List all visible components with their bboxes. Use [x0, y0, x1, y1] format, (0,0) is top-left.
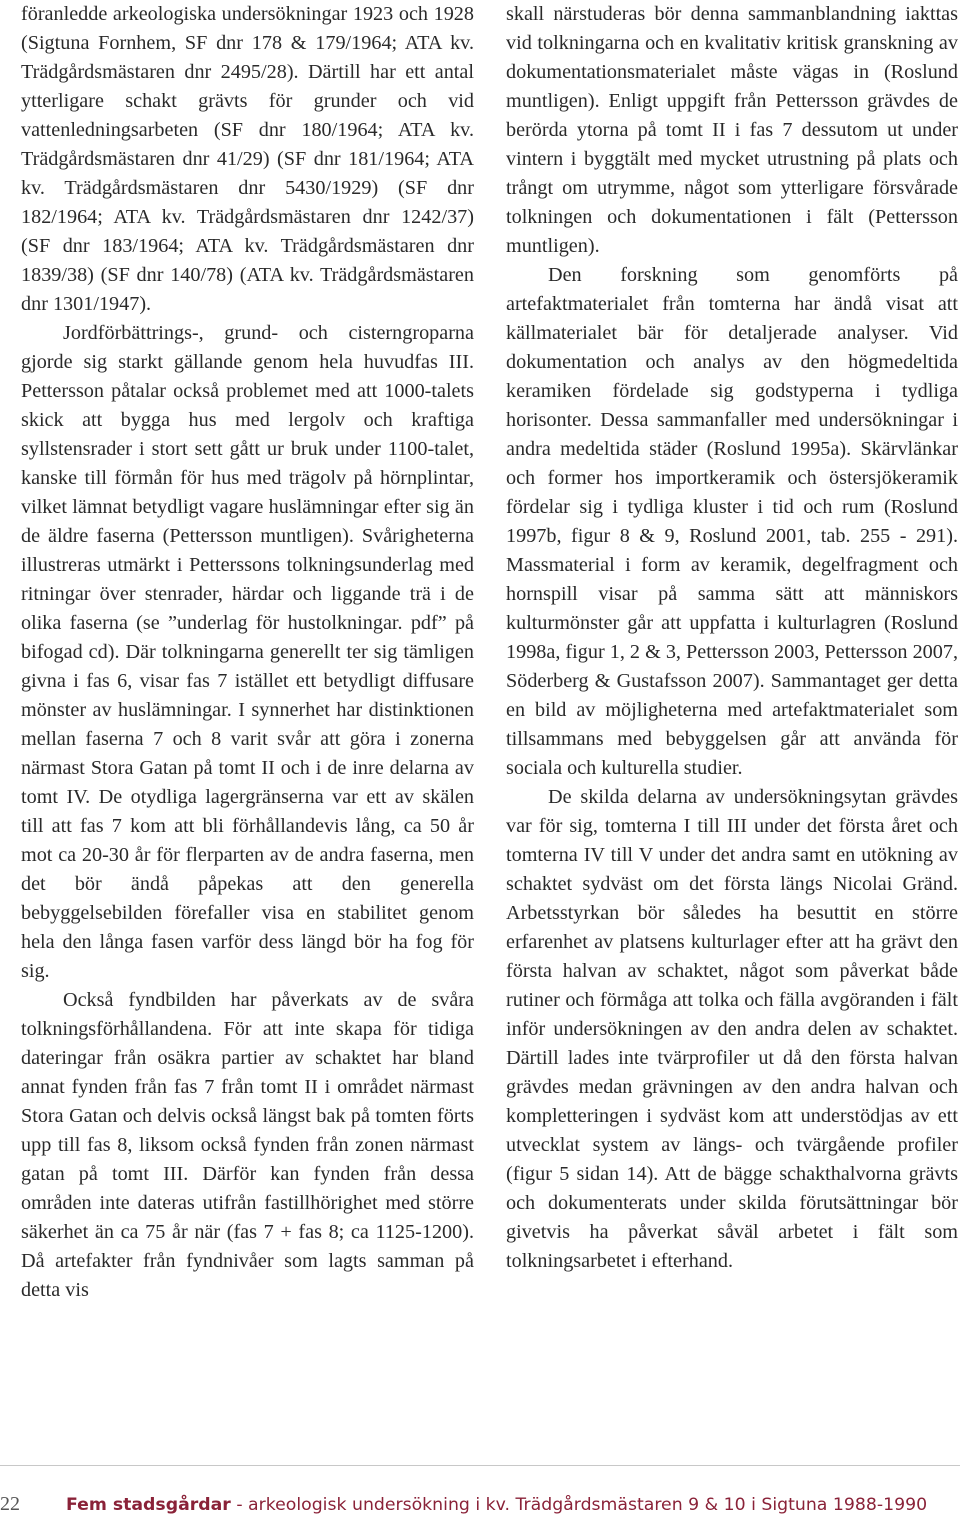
body-paragraph: föranledde arkeologiska undersökningar 1923 och 1928 (Sigtuna Fornhem, SF dnr 178 & 179/1964; ATA kv. Trädgårdsmästaren dnr 2495/28). Därtill har ett antal ytterligare schakt grävts för grunder och vid vattenledningsarbeten (SF dnr 180/1964; ATA kv. Trädgårdsmästaren dnr 41/29) (SF dnr 181/1964; ATA kv. Trädgårdsmästaren dnr 5430/1929) (SF dnr 182/1964; ATA kv. Trädgårdsmästaren dnr 1242/37) (SF dnr 183/1964; ATA kv. Trädgårdsmästaren dnr 1839/38) (SF dnr 140/78) (ATA kv. Trädgårdsmästaren dnr 1301/1947). — [21, 3, 474, 315]
running-title — [66, 1495, 927, 1515]
left-text-column — [21, 0, 474, 1305]
footer-divider — [0, 1465, 960, 1466]
body-paragraph: Också fyndbilden har påverkats av de svåra tolkningsförhållandena. För att inte skapa för tidiga dateringar från osäkra partier av schaktet har bland annat fynden från fas 7 från tomt II i området närmast Stora Gatan och delvis också längst bak på tomten förts upp till fas 8, liksom också fynden från zonen närmast gatan på tomt III. Därför kan fynden från dessa områden inte dateras utifrån fastillhörighet med större säkerhet än ca 75 år när (fas 7 + fas 8; ca 1125-1200). Då artefakter från fyndnivåer som lagts samman på detta vis — [21, 989, 474, 1301]
page-footer — [0, 1493, 960, 1523]
body-paragraph: skall närstuderas bör denna sammanblandning iakttas vid tolkningarna och en kvalitativ kritisk granskning av dokumentationsmaterialet måste vägas in (Roslund muntligen). Enligt uppgift från Pettersson grävdes de berörda ytorna på tomt II i fas 7 dessutom ut under vintern i byggtält med mycket utrustning på plats och trångt om utrymme, något som ytterligare försvårade tolkningen och dokumentationen i fält (Pettersson muntligen). — [506, 3, 958, 257]
running-title-bold: Fem stadsgårdar — [66, 1495, 231, 1515]
running-title-rest: - arkeologisk undersökning i kv. Trädgårdsmästaren 9 & 10 i Sigtuna 1988-1990 — [230, 1495, 928, 1515]
page-number: 22 — [0, 1493, 20, 1515]
body-paragraph: Jordförbättrings-, grund- och cisterngroparna gjorde sig starkt gällande genom hela huvudfas III. Pettersson påtalar också problemet med att 1000-talets skick att bygga hus med lergolv och kraftiga syllstensrader i stort sett gått ur bruk under 1100-talet, kanske till förmån för hus med trägolv på hörnplintar, vilket lämnat betydligt vagare huslämningar efter sig än de äldre faserna (Pettersson muntligen). Svårigheterna illustreras utmärkt i Petterssons tolkningsunderlag med ritningar över stenrader, härdar och liggande trä i de olika faserna (se ”underlag för hustolkningar. pdf” på bifogad cd). Där tolkningarna generellt ter sig tämligen givna i fas 6, visar fas 7 istället ett betydligt diffusare mönster av huslämningar. I synnerhet har distinktionen mellan faserna 7 och 8 varit svår att göra i zonerna närmast Stora Gatan på tomt II och i de inre delarna av tomt IV. De otydliga lagergränserna var ett av skälen till att fas 7 kom att bli förhållandevis lång, ca 50 år mot ca 20-30 år för flerparten av de andra faserna, men det bör ändå påpekas att den generella bebyggelsebilden förefaller visa en stabilitet genom hela den långa fasen varför dess längd bör ha fog för sig. — [21, 322, 474, 982]
body-paragraph: De skilda delarna av undersökningsytan grävdes var för sig, tomterna I till III under det första året och tomterna IV till V under det andra samt en utökning av schaktet sydväst om det första längs Nicolai Gränd. Arbetsstyrkan bör således ha besuttit en större erfarenhet av platsens kulturlager efter att ha grävt den första halvan av schaktet, något som påverkat både rutiner och förmåga att tolka och fälla avgöranden i fält inför undersökningen av den andra delen av schaktet. Därtill lades inte tvärprofiler ut då den första halvan grävdes medan grävningen av den andra halvan och kompletteringen i sydväst kom att understödjas av ett utvecklat system av längs- och tvärgående profiler (figur 5 sidan 14). Att de bägge schakthalvorna grävts och dokumenterats under skilda förutsättningar bör givetvis ha påverkat såväl arbetet i fält som tolkningsarbetet i efterhand. — [506, 786, 958, 1272]
right-text-column — [506, 0, 958, 1276]
body-paragraph: Den forskning som genomförts på artefaktmaterialet från tomterna har ändå visat att källmaterialet bär för detaljerade analyser. Vid dokumentation och analys av den högmedeltida keramiken fördelade sig godstyperna i tydliga horisonter. Dessa sammanfaller med undersökningar i andra medeltida städer (Roslund 1995a). Skärvlänkar och former hos importkeramik och östersjökeramik fördelar sig i tydliga kluster i tid och rum (Roslund 1997b, figur 8 & 9, Roslund 2001, tab. 255 - 291). Massmaterial i form av keramik, degelfragment och hornspill visar på samma sätt att människors kulturmönster går att uppfatta i kulturlagren (Roslund 1998a, figur 1, 2 & 3, Pettersson 2003, Pettersson 2007, Söderberg & Gustafsson 2007). Sammantaget ger detta en bild av möjligheterna med artefaktmaterialet som tillsammans med bebyggelsen går att använda för sociala och kulturella studier. — [506, 264, 958, 779]
